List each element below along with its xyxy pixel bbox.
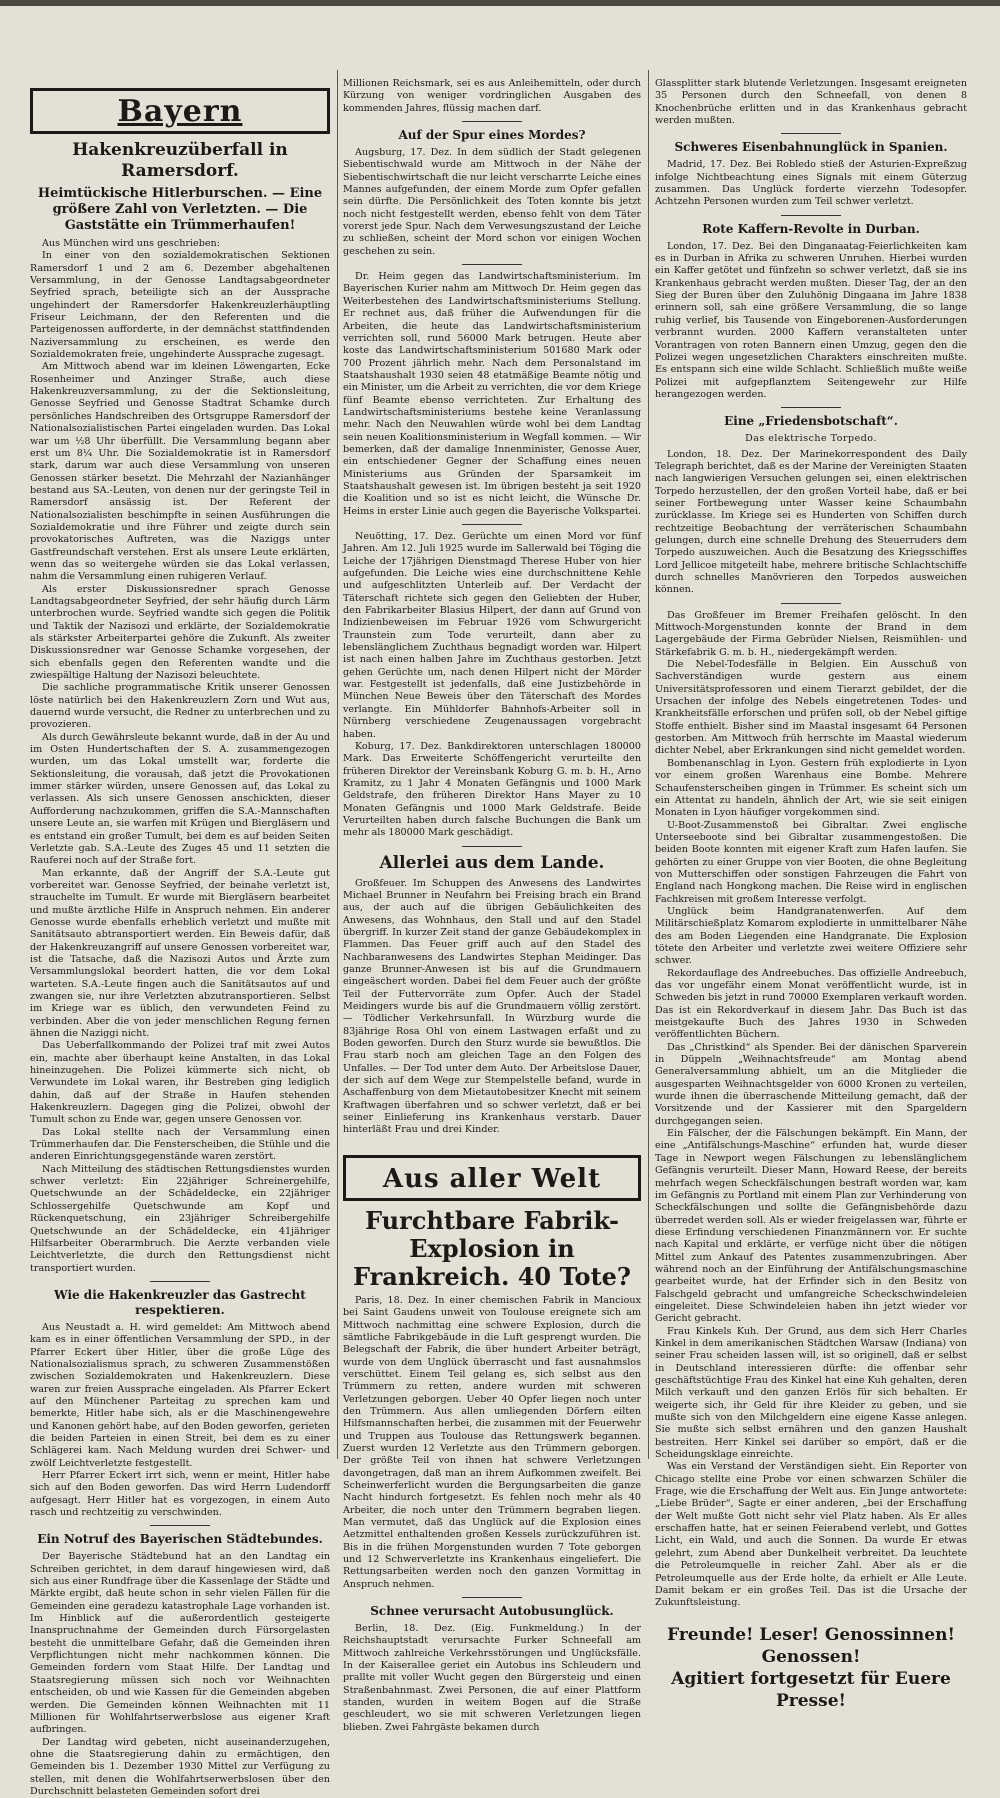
paragraph: Aus Neustadt a. H. wird gemeldet: Am Mittwoch abend kam es in einer öffentlichen Versammlung der SPD., in der Pfarrer Eckert über Hitler, über die große Lüge des Nationalsozialismus sprach, zu schweren Zusammenstößen zwischen Sozialdemokraten und Hakenkreuzlern. Diese waren zur freien Aussprache eingeladen. Als Pfarrer Eckert auf den Münchener Parteitag zu sprechen kam und bemerkte, Hitler habe sich, als er die Maschinengewehre und Kanonen gehört habe, auf den Boden geworfen, gerieten die beiden Parteien in einen Streit, bei dem es zu einer Schlägerei kam. Nach Meldung wurden drei Schwer- und zwölf Leichtverletzte festgestellt. [30, 1321, 330, 1469]
paragraph: Am Mittwoch abend war im kleinen Löwengarten, Ecke Rosenheimer und Anzinger Straße, auch diese Hakenkreuzversammlung, zu der die Sektionsleitung, Genosse Seyfried und Genosse Stadtrat Schamke durch persönliches Handschreiben des Ortsgruppe Ramersdorf der Nationalsozialistischen Partei eingeladen wurden. Das Lokal war um ½8 Uhr überfüllt. Die Versammlung begann aber erst um 8¼ Uhr. Die Sozialdemokratie ist in Ramersdorf stark, darum war auch diese Versammlung von unseren Genossen stärker besetzt. Die Mehrzahl der Nazianhänger bestand aus SA.-Leuten, von denen nur der geringste Teil in Ramersdorf ansässig ist. Der Referent der Nationalsozialisten beschimpfte in seinen Ausführungen die Sozialdemokratie und ihre Führer und zeigte durch sein provokatorisches Auftreten, was die Naziggs unter Gastfreundschaft verstehen. Erst als unsere Leute erklärten, wenn das so weitergehe würden sie das Lokal verlassen, nahm die Versammlung einen ruhigeren Verlauf. [30, 361, 330, 583]
separator [781, 603, 841, 604]
paragraph: Rekordauflage des Andreebuches. Das offizielle Andreebuch, das vor ungefähr einem Monat veröffentlicht wurde, ist in Schweden bis jetzt in rund 70000 Exemplaren verkauft worden. Das ist ein Rekordverkauf in diesem Jahr. Das Buch ist das meistgekaufte Buch des Jahres 1930 in Schweden veröffentlichten Büchern. [655, 967, 967, 1041]
headline-ramersdorf: Hakenkreuzüberfall in Ramersdorf. [72, 140, 288, 181]
headline-mord-spur: Auf der Spur eines Mordes? [398, 128, 586, 143]
page-top-edge [0, 0, 1000, 6]
column-1 [30, 70, 330, 1797]
paragraph: Nach Mitteilung des städtischen Rettungsdienstes wurden schwer verletzt: Ein 22jähriger Schreinergehilfe, Quetschwunde an der Schädeldecke, ein 22jähriger Schlossergehilfe Quetschwunde am Kopf und Rückenquetschung, ein 23jähriger Schreibergehilfe Quetschwunde an der Schädeldecke, ein 41jähriger Hilfsarbeiter Oberarmbruch. Die Aerzte verbanden viele Leichtverletzte, die durch den Rettungsdienst nicht transportiert wurden. [30, 1163, 330, 1274]
paragraph: Glassplitter stark blutende Verletzungen. Insgesamt ereigneten 35 Personen durch den Schneefall, von denen 8 Knochenbrüche erlitten und in das Krankenhaus gebracht werden mußten. [655, 78, 967, 127]
paragraph: Madrid, 17. Dez. Bei Robledo stieß der Asturien-Expreßzug infolge Nichtbeachtung eines Signals mit einem Güterzug zusammen. Das Unglück forderte vierzehn Todesopfer. Achtzehn Personen wurden zum Teil schwer verletzt. [655, 159, 967, 208]
separator [462, 1597, 522, 1598]
subheadline-ramersdorf: Heimtückische Hitlerburschen. — Eine größere Zahl von Verletzten. — Die Gaststätte ein Trümmerhaufen! [37, 186, 323, 233]
headline-gastrecht: Wie die Hakenkreuzler das Gastrecht respektieren. [54, 1287, 306, 1317]
paragraph: Berlin, 18. Dez. (Eig. Funkmeldung.) In der Reichshauptstadt verursachte Furker Schneefall am Mittwoch zahlreiche Verkehrsstörungen und Unglücksfälle. In der Kaiserallee geriet ein Autobus ins Schleudern und prallte mit voller Wucht gegen den Bürgersteig und einen Straßenbahnmast. Zwei Personen, die auf einer Plattform standen, wurden in weitem Bogen auf die Straße geschleudert, wo sie mit schweren Verletzungen liegen blieben. Zwei Fahrgäste bekamen durch [343, 1623, 641, 1733]
paragraph: London, 18. Dez. Der Marinekorrespondent des Daily Telegraph berichtet, daß es der Marine der Vereinigten Staaten nach langwierigen Versuchen gelungen sei, einen elektrischen Torpedo herzustellen, der den großen Vorteil habe, daß er bei seiner Fortbewegung unter Wasser keine Schaumbahn zurücklasse. Im Kriege sei es Hunderten von Schiffen durch rechtzeitige Beobachtung der verräterischen Schaumbahn gelungen, durch eine schnelle Drehung des Steuerruders dem Torpedo auszuweichen. Auch die Besatzung des Kriegsschiffes Lord Jellicoe mitgeteilt habe, mehrere britische Schlachtschiffe durch schnelles Manövrieren den Torpedos ausweichen können. [655, 448, 967, 596]
separator [462, 846, 522, 847]
headline-durban: Rote Kaffern-Revolte in Durban. [702, 221, 920, 236]
separator [150, 1281, 210, 1282]
section-title: Aus aller Welt [382, 1163, 602, 1194]
paragraph: London, 17. Dez. Bei den Dinganaatag-Feierlichkeiten kam es in Durban in Afrika zu schweren Unruhen. Hierbei wurden ein Kaffer getötet und fünfzehn so schwer verletzt, daß sie ins Krankenhaus gebracht werden mußten. Dieser Tag, der an den Sieg der Buren über den Zuluhönig Dingaana im Jahre 1838 erinnern soll, sah eine größere Versammlung, die so lange ruhig verlief, bis Tausende von Eingeborenen-Ausforderungen verbrannt wurden. 2000 Kaffern veranstalteten unter Vorantragen von roten Bannern einen Umzug, gegen den die Polizei wegen ungesetzlichen Charakters einschreiten mußte. Es entspann sich eine wilde Schlacht. Schließlich mußte weiße Polizei mit aufgepflanztem Seitengewehr zur Hilfe herangezogen werden. [655, 240, 967, 400]
paragraph: Augsburg, 17. Dez. In dem südlich der Stadt gelegenen Siebentischwald wurde am Mittwoch in der Nähe der Siebentischwirtschaft die nur leicht verscharrte Leiche eines Mannes aufgefunden, der einem Morde zum Opfer gefallen sein dürfte. Die Persönlichkeit des Toten konnte bis jetzt noch nicht festgestellt werden, ebenso fehlt von dem Täter vorerst jede Spur. Nach dem Verwesungszustand der Leiche zu schließen, scheint der Mord schon vor einigen Wochen geschehen zu sein. [343, 147, 641, 257]
subheadline-torpedo: Das elektrische Torpedo. [745, 433, 877, 445]
paragraph: Das Großfeuer im Bremer Freihafen gelöscht. In den Mittwoch-Morgenstunden konnte der Brand in dem Lagergebäude der Firma Gebrüder Nielsen, Reismühlen- und Stärkefabrik G. m. b. H., niedergekämpft werden. [655, 609, 967, 658]
headline-staedtebund: Ein Notruf des Bayerischen Städtebundes. [37, 1532, 323, 1547]
paragraph: Was ein Verstand der Verständigen sieht. Ein Reporter von Chicago stellte eine Probe vor einen schwarzen Schüler die Frage, wie die Erschaffung der Welt aus. Ein Junge antwortete: „Liebe Brüder“, Sagte er einer anderen, „bei der Erschaffung der Welt mußte Gott nicht sehr viel Platz haben. Als Er alles erschaffen hatte, hat er seinen Feierabend verlebt, und Gottes Licht, ein Wald, und auch die Sonnen. Da wurde Er etwas gelehrt, zum Abend aber Dunkelheit verbreitet. Da leuchtete die Petroleumquelle in reicher Zahl. Aber als er die Petroleumquelle aus der Erde holte, da erhielt er Alle Leute. Damit bekam er ein großes Teil. Das ist die Ursache der Zukunftsleistung. [655, 1461, 967, 1609]
paragraph: Das „Christkind“ als Spender. Bei der dänischen Sparverein in Düppeln „Weihnachtsfreude“ am Montag abend Generalversammlung abhielt, um an die Mitglieder die ausgesparten Weihnachtsgelder von 6000 Kronen zu verteilen, wurde ihnen die überraschende Mitteilung gemacht, daß der Vorsitzende und der Kassierer mit den Spargeldern durchgegangen seien. [655, 1041, 967, 1127]
paragraph: Als erster Diskussionsredner sprach Genosse Landtagsabgeordneter Seyfried, der sehr häufig durch Lärm unterbrochen wurde. Seyfried wandte sich gegen die Politik und Taktik der Nazisozi und erklärte, der Sozialdemokratie als stärkster Arbeiterpartei gehöre die Zukunft. Als zweiter Diskussionsredner war Genosse Schamke vorgesehen, der sich ebenfalls gegen den Referenten wandte und die zwiespältige Haltung der Nazisozi beleuchtete. [30, 583, 330, 682]
separator [462, 264, 522, 265]
appeal-box [655, 1624, 967, 1712]
column-3 [655, 78, 967, 1711]
paragraph: Millionen Reichsmark, sei es aus Anleihemitteln, oder durch Kürzung von weniger vordringlichen Ausgaben des kommenden Jahres, flüssig machen darf. [343, 78, 641, 114]
appeal-line: Agitiert fortgesetzt für Euere Presse! [671, 1668, 951, 1711]
separator [781, 407, 841, 408]
paragraph: Man erkannte, daß der Angriff der S.A.-Leute gut vorbereitet war. Genosse Seyfried, der beinahe verletzt ist, strauchelte im Tumult. Er wurde mit Biergläsern bearbeitet und mußte ärztliche Hilfe in Anspruch nehmen. Ein anderer Genosse wurde ebenfalls erheblich verletzt und mußte mit Sanitätsauto abtransportiert werden. Ein Beweis dafür, daß der Hakenkreuzangriff auf unsere Genossen vorbereitet war, ist die Tatsache, daß die Nazisozi Autos und Ärzte zum Versammlungslokal beordert hatten, die vor dem Lokal warteten. S.A.-Leute fingen auch die Sanitätsautos auf und zwangen sie, nur ihre Verletzten abzutransportieren. Selbst im Kriege war es üblich, den verwundeten Feind zu verbinden. Aber die von jeder menschlichen Regung fernen ähnen die Naziggi nicht. [30, 867, 330, 1039]
headline-autobus: Schnee verursacht Autobusunglück. [370, 1604, 614, 1619]
paragraph: Großfeuer. Im Schuppen des Anwesens des Landwirtes Michael Brunner in Neufahrn bei Freising brach ein Brand aus, der auch auf die übrigen Gebäulichkeiten des Anwesens, das Wohnhaus, den Stall und auf den Stadel übergriff. In kurzer Zeit stand der ganze Gebäudekomplex in Flammen. Das Feuer griff auch auf den Stadel des Nachbaranwesens des Landwirtes Stephan Meidinger. Das ganze Brunner-Anwesen ist bis auf die Grundmauern eingeäschert worden. Dabei fiel dem Feuer auch der größte Teil der Futtervorräte zum Opfer. Auch der Stadel Meidingers wurde bis auf die Grundmauern völlig zerstört. — Tödlicher Verkehrsunfall. In Würzburg wurde die 83jährige Rosa Ohl von einem Lastwagen erfaßt und zu Boden geworfen. Durch den Sturz wurde sie bewußtlos. Die Frau starb noch am gleichen Tage an den Folgen des Unfalles. — Der Tod unter dem Auto. Der Arbeitslose Dauer, der sich auf dem Wege zur Stempelstelle befand, wurde in Aschaffenburg von dem Mietautobesitzer Knecht mit seinem Kraftwagen überfahren und so schwer verletzt, daß er bei seiner Einlieferung ins Krankenhaus verstarb. Dauer hinterläßt Frau und drei Kinder. [343, 877, 641, 1136]
paragraph: Als durch Gewährsleute bekannt wurde, daß in der Au und im Osten Hundertschaften der S. A. zusammengezogen wurden, um das Lokal umstellt war, forderte die Sektionsleitung, die vorausah, daß jetzt die Provokationen immer stärker würden, unsere Genossen auf, das Lokal zu verlassen. Als sich unsere Genossen anschickten, dieser Aufforderung nachzukommen, griffen die S.A.-Mannschaften unsere Leute an, sie warfen mit Krügen und Biergläsern und es entstand ein großer Tumult, bei dem es auf beiden Seiten Verletzte gab. S.A.-Leute des Zuges 45 und 11 setzten die Rauferei noch auf der Straße fort. [30, 731, 330, 867]
paragraph: Das Ueberfallkommando der Polizei traf mit zwei Autos ein, machte aber überhaupt keine Anstalten, in das Lokal hineinzugehen. Die Polizei kümmerte sich nicht, ob Verwundete im Lokal waren, ihr Bestreben ging lediglich dahin, daß auf der Straße in Haufen stehenden Hakenkreuzlern. Dagegen ging die Polizei, obwohl der Tumult schon zu Ende war, gegen unsere Genossen vor. [30, 1040, 330, 1126]
section-title: Bayern [117, 94, 243, 129]
article-intro: Aus München wird uns geschrieben: [42, 238, 220, 249]
column-rule-2 [648, 70, 649, 1459]
paragraph: Frau Kinkels Kuh. Der Grund, aus dem sich Herr Charles Kinkel in dem amerikanischen Städtchen Warsaw (Indiana) von seiner Frau scheiden lassen will, ist so originell, daß er selbst in Deutschland interessieren dürfte: die offenbar sehr geschäftstüchtige Frau des Kinkel hat eine Kuh gehalten, deren Milch verkauft und den ganzen Erlös für sich behalten. Er weigerte sich, ihr Geld für ihre Kleider zu geben, und sie mußte sich von den Milchgeldern eine eigene Kasse anlegen. Sie mußte sich selbst ernähren und den ganzen Haushalt bestreiten. Herr Kinkel sei darüber so empört, daß er die Scheidungsklage einreichte. [655, 1325, 967, 1461]
headline-friedensbotschaft: Eine „Friedensbotschaft“. [724, 414, 898, 429]
column-2 [343, 78, 642, 1733]
separator [781, 215, 841, 216]
section-header-bayern [30, 88, 330, 134]
separator [150, 1525, 210, 1526]
section-header-aus-aller-welt [343, 1155, 641, 1201]
separator [781, 133, 841, 134]
paragraph: Dr. Heim gegen das Landwirtschaftsministerium. Im Bayerischen Kurier nahm am Mittwoch Dr. Heim gegen das Weiterbestehen des Landwirtschaftsministeriums Stellung. Er rechnet aus, daß früher die Aufwendungen für die Arbeiten, die heute das Landwirtschaftsministerium verrichten soll, rund 56000 Mark betrugen. Heute aber koste das Landwirtschaftsministerium 501680 Mark oder 700 Prozent jährlich mehr. Nach dem Personalstand im Staatshaushalt 1930 seien 48 etatmäßige Beamte nötig und ein Minister, um die Arbeit zu verrichten, die vor dem Kriege fünf Beamte ebenso verrichteten. Zur Erhaltung des Landwirtschaftsministeriums bestehe keine Veranlassung mehr. Nach den Neuwahlen würde wohl bei dem Landtag sein neuen Koalitionsministerium in Wegfall kommen. — Wir bemerken, daß der damalige Innenminister, Genosse Auer, ein entschiedener Gegner der Schaffung eines neuen Ministeriums aus Gründen der Sparsamkeit im Staatshaushalt gewesen ist. Im übrigen besteht ja seit 1920 die Koalition und so ist es nicht leicht, die Wünsche Dr. Heims in erster Linie auch gegen die Bayerische Volkspartei. [343, 271, 642, 517]
paragraph: Neuötting, 17. Dez. Gerüchte um einen Mord vor fünf Jahren. Am 12. Juli 1925 wurde im Sallerwald bei Töging die Leiche der 17jährigen Dienstmagd Therese Huber von hier aufgefunden. Die Leiche wies eine durchschnittene Kehle und aufgeschlitzten Unterleib auf. Der Verdacht der Täterschaft richtete sich gegen den Geliebten der Huber, den Fabrikarbeiter Blasius Hilpert, der dann auf Grund von Indizienbeweisen im Februar 1926 vom Schwurgericht Traunstein zum Tode verurteilt, dann aber zu lebenslänglichem Zuchthaus begnadigt worden war. Hilpert ist nach einen halben Jahre im Zuchthaus gestorben. Jetzt gehen Gerüchte um, nach denen Hilpert nicht der Mörder war. Festgestellt ist jedenfalls, daß eine Justizbehörde in München Neue Beweis über den Täterschaft des Mordes verlangte. Ein Mühldorfer Bahnhofs-Arbeiter soll in Nürnberg verschiedene Zeugenaussagen vorgebracht haben. [343, 531, 641, 740]
separator [462, 524, 522, 525]
paragraph: Die sachliche programmatische Kritik unserer Genossen löste natürlich bei den Hakenkreuzlern Zorn und Wut aus, dauernd wurde versucht, die Redner zu unterbrechen und zu provozieren. [30, 682, 330, 731]
paragraph: Der Bayerische Städtebund hat an den Landtag ein Schreiben gerichtet, in dem darauf hingewiesen wird, daß sich aus einer Rundfrage über die Kassenlage der Städte und Märkte ergibt, daß heute schon in sehr vielen Fällen für die Gemeinden eine geradezu katastrophale Lage vorhanden ist. Im Hinblick auf die außerordentlich gesteigerte Inanspruchnahme der Gemeinden durch Fürsorgelasten besteht die unmittelbare Gefahr, daß die Gemeinden ihren Verpflichtungen nicht mehr nachkommen können. Die Gemeinden fordern vom Staat Hilfe. Der Landtag und Staatsregierung müssen sich noch vor Weihnachten entscheiden, ob und wie Kassen für die Gemeinden abgeben werden. Die Gemeinden können Weihnachten mit 11 Millionen für Wohlfahrtserwerbslose aus eigener Kraft aufbringen. [30, 1551, 330, 1736]
paragraph: Koburg, 17. Dez. Bankdirektoren unterschlagen 180000 Mark. Das Erweiterte Schöffengericht verurteilte den früheren Direktor der Vereinsbank Koburg G. m. b. H., Arno Kramitz, zu 1 Jahr 4 Monaten Gefängnis und 1000 Mark Geldstrafe, den früheren Direktor Hans Mayer zu 10 Monaten Gefängnis und 1000 Mark Geldstrafe. Beide Verurteilten haben durch falsche Buchungen die Bank um mehr als 180000 Mark geschädigt. [343, 740, 641, 839]
paragraph: Paris, 18. Dez. In einer chemischen Fabrik in Mancioux bei Saint Gaudens unweit von Toulouse ereignete sich am Mittwoch nachmittag eine schwere Explosion, durch die sämtliche Fabrikgebäude in die Luft gesprengt wurden. Die Belegschaft der Fabrik, die über hundert Arbeiter beträgt, wurde von dem Unglück überrascht und fast ausnahmslos verschüttet. Einem Teil gelang es, sich selbst aus den Trümmern zu retten, andere wurden mit schweren Verletzungen geborgen. Ueber 40 Opfer liegen noch unter den Trümmern. Aus allen umliegenden Dörfern eilten Hilfsmannschaften herbei, die zusammen mit der Feuerwehr und Truppen aus Toulouse das Rettungswerk begannen. Zuerst wurden 12 Verletzte aus den Trümmern geborgen. Der größte Teil von ihnen hat schwere Verletzungen davongetragen, daß man an ihrem Aufkommen zweifelt. Bei Scheinwerferlicht wurden die Bergungsarbeiten die ganze Nacht hindurch fortgesetzt. Es fehlen noch mehr als 40 Arbeiter, die noch unter den Trümmern begraben liegen. Man vermutet, daß das Unglück auf die Explosion eines Aetzmittel enthaltenden großen Kessels zurückzuführen ist. Bis in die frühen Morgenstunden wurden 7 Tote geborgen und 12 Schwerverletzte ins Krankenhaus eingeliefert. Die Rettungsarbeiten werden noch den ganzen Vormittag in Anspruch nehmen. [343, 1294, 641, 1590]
paragraph: Das Lokal stellte nach der Versammlung einen Trümmerhaufen dar. Die Fensterscheiben, die Stühle und die anderen Einrichtungsgegenstände waren zerstört. [30, 1126, 330, 1163]
headline-spanien: Schweres Eisenbahnunglück in Spanien. [674, 140, 948, 155]
paragraph: Herr Pfarrer Eckert irrt sich, wenn er meint, Hitler habe sich auf den Boden geworfen. Das wird Herrn Ludendorff aufgesagt. Herr Hitler hat es vorgezogen, in einem Auto rasch und rechtzeitig zu verschwinden. [30, 1470, 330, 1519]
headline-allerlei: Allerlei aus dem Lande. [379, 852, 605, 873]
paragraph: U-Boot-Zusammenstoß bei Gibraltar. Zwei englische Unterseeboote sind bei Gibraltar zusammengestoßen. Die beiden Boote konnten mit eigener Kraft zum Hafen laufen. Sie gehörten zu einer Gruppe von vier Booten, die ohne Begleitung von Mutterschiffen oder sonstigen Fahrzeugen die Fahrt von England nach Hongkong machen. Die Reise wird in englischen Fachkreisen mit großem Interesse verfolgt. [655, 819, 967, 905]
paragraph: Ein Fälscher, der die Fälschungen bekämpft. Ein Mann, der eine „Antifälschungs-Maschine“ erfunden hat, wurde dieser Tage in Newport wegen Fälschungen zu lebenslänglichem Gefängnis verurteilt. Dieser Mann, Howard Reese, der bereits mehrfach wegen Scheckfälschungen bestraft worden war, kam im Gefängnis zu Portland mit einem Plan zur Verhinderung von Scheckfälschungen und sollte die Gefängnisbehörde dazu überredet werden soll. Als er wieder freigelassen war, führte er diese Erfindung verschiedenen Finanzmännern vor. Er suchte nach Kapital und erklärte, er verfüge nicht über die nötigen Mittel zum Ankauf des Patentes zusammenzubringen. Aber während noch an der Einführung der Antifälschungsmaschine gearbeitet wurde, hat der Erfinder sich in den Besitz von Falschgeld gebracht und umfangreiche Scheckschwindeleien eingeleitet. Diese Schwindeleien haben ihn jetzt wieder vor Gericht gebracht. [655, 1128, 967, 1325]
appeal-line: Freunde! Leser! Genossinnen! Genossen! [667, 1624, 955, 1667]
paragraph: Unglück beim Handgranatenwerfen. Auf dem Militärschießplatz Komarom explodierte in unmittelbarer Nähe des am Boden Liegenden eine Handgranate. Die Explosion tötete den Arbeiter und verletzte zwei weitere Offiziere sehr schwer. [655, 905, 967, 967]
column-rule-1 [337, 70, 338, 1459]
paragraph: Die Nebel-Todesfälle in Belgien. Ein Ausschuß von Sachverständigen wurde gestern aus einem Universitätsprofessoren und einem Tierarzt gebildet, der die Ursachen der infolge des Nebels eingetretenen Todes- und Krankheitsfälle erforschen und prüfen soll, ob der Nebel giftige Stoffe enthielt. Bisher sind im Maastal insgesamt 64 Personen gestorben. Am Mittwoch früh herrschte im Maastal wiederum dichter Nebel, aber Erkrankungen sind nicht gemeldet worden. [655, 659, 967, 757]
paragraph: Der Landtag wird gebeten, nicht auseinanderzugehen, ohne die Staatsregierung dahin zu ermächtigen, den Gemeinden bis 1. Dezember 1930 Mittel zur Verfügung zu stellen, mit denen die Wohlfahrtserwerbslosen über den Durchschnitt belasteten Gemeinden sofort drei [30, 1736, 330, 1797]
separator [462, 121, 522, 122]
paragraph: In einer von den sozialdemokratischen Sektionen Ramersdorf 1 und 2 am 6. Dezember abgehaltenen Versammlung, in der Genosse Landtagsabgeordneter Seyfried sprach, beteiligte sich an der Aussprache ungehindert der Ramersdorfer Hakenkreuzlerhäuptling Friseur Leichmann, der den Referenten und die Parteigenossen aufforderte, in der demnächst stattfindenden Naziversammlung zu erscheinen, es werde den Sozialdemokraten freie, ungehinderte Aussprache zugesagt. [30, 250, 330, 361]
headline-explosion: Furchtbare Fabrik-Explosion in Frankreich. 40 Tote? [353, 1205, 631, 1291]
paragraph: Bombenanschlag in Lyon. Gestern früh explodierte in Lyon vor einem großen Warenhaus eine Bombe. Mehrere Schaufensterscheiben gingen in Trümmer. Es scheint sich um ein Attentat zu handeln, ähnlich der Art, wie sie seit einigen Monaten in Lyon häufiger vorgekommen sind. [655, 757, 967, 819]
